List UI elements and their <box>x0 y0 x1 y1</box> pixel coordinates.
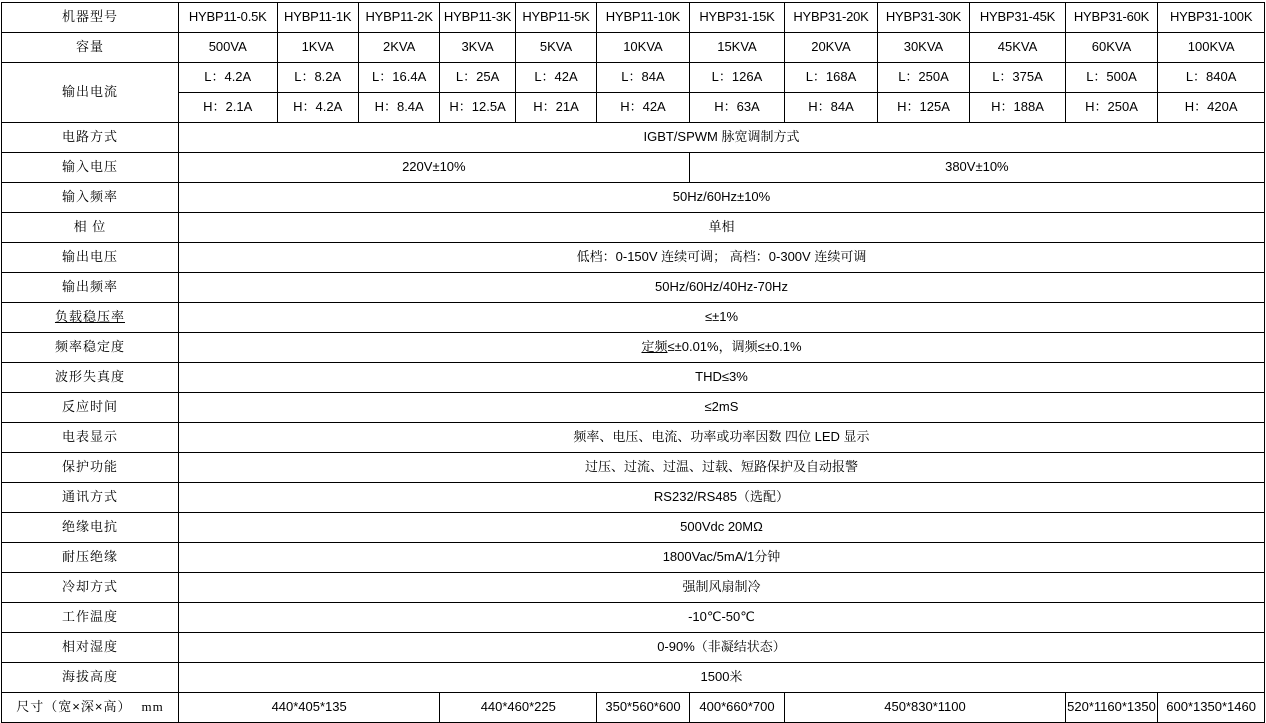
row-label-protection: 保护功能 <box>2 453 179 483</box>
row-label-capacity: 容量 <box>2 33 179 63</box>
row-label-dimensions <box>2 693 179 723</box>
capacity-cell: 1KVA <box>277 33 358 63</box>
model-cell: HYBP31-15K <box>689 3 785 33</box>
row-label-altitude: 海拔高度 <box>2 663 179 693</box>
row-label-response-time: 反应时间 <box>2 393 179 423</box>
phase-value: 单相 <box>178 213 1264 243</box>
row-label-output-frequency: 输出频率 <box>2 273 179 303</box>
current-low-cell: L：250A <box>877 63 970 93</box>
row-label-model: 机器型号 <box>2 3 179 33</box>
output-voltage-value: 低档：0-150V 连续可调； 高档：0-300V 连续可调 <box>178 243 1264 273</box>
table-body <box>2 3 1265 723</box>
model-cell: HYBP31-100K <box>1158 3 1265 33</box>
table-row <box>2 3 1265 33</box>
current-high-cell: H：63A <box>689 93 785 123</box>
load-regulation-value: ≤±1% <box>178 303 1264 333</box>
table-row <box>2 633 1265 663</box>
communication-value: RS232/RS485（选配） <box>178 483 1264 513</box>
table-row <box>2 603 1265 633</box>
table-row <box>2 483 1265 513</box>
current-high-cell: H：8.4A <box>358 93 439 123</box>
insulation-resistance-value: 500Vdc 20MΩ <box>178 513 1264 543</box>
table-row <box>2 303 1265 333</box>
dimension-cell: 450*830*1100 <box>785 693 1066 723</box>
table-row <box>2 153 1265 183</box>
relative-humidity-value: 0-90%（非凝结状态） <box>178 633 1264 663</box>
dimension-cell: 440*405*135 <box>178 693 439 723</box>
row-label-load-regulation-text: 负载稳压率 <box>54 309 125 325</box>
output-frequency-value: 50Hz/60Hz/40Hz-70Hz <box>178 273 1264 303</box>
table-row <box>2 93 1265 123</box>
input-voltage-single-phase: 220V±10% <box>178 153 689 183</box>
current-low-cell: L：840A <box>1158 63 1265 93</box>
specification-table <box>1 2 1265 723</box>
current-low-cell: L：500A <box>1065 63 1158 93</box>
current-high-cell: H：21A <box>515 93 596 123</box>
row-label-relative-humidity: 相对湿度 <box>2 633 179 663</box>
capacity-cell: 10KVA <box>597 33 690 63</box>
current-low-cell: L：42A <box>515 63 596 93</box>
spec-sheet <box>0 2 1266 715</box>
meter-display-value: 频率、电压、电流、功率或功率因数 四位 LED 显示 <box>178 423 1264 453</box>
row-label-output-current: 输出电流 <box>2 63 179 123</box>
row-label-withstand-voltage: 耐压绝缘 <box>2 543 179 573</box>
table-row <box>2 663 1265 693</box>
row-label-meter-display: 电表显示 <box>2 423 179 453</box>
table-row <box>2 33 1265 63</box>
capacity-cell: 30KVA <box>877 33 970 63</box>
current-high-cell: H：125A <box>877 93 970 123</box>
withstand-voltage-value: 1800Vac/5mA/1分钟 <box>178 543 1264 573</box>
current-low-cell: L：126A <box>689 63 785 93</box>
row-label-waveform-distortion: 波形失真度 <box>2 363 179 393</box>
capacity-cell: 20KVA <box>785 33 878 63</box>
current-high-cell: H：12.5A <box>440 93 515 123</box>
current-high-cell: H：250A <box>1065 93 1158 123</box>
current-low-cell: L：375A <box>970 63 1066 93</box>
table-row <box>2 573 1265 603</box>
capacity-cell: 500VA <box>178 33 277 63</box>
table-row <box>2 123 1265 153</box>
dimension-cell: 400*660*700 <box>689 693 785 723</box>
table-row <box>2 333 1265 363</box>
model-cell: HYBP11-2K <box>358 3 439 33</box>
capacity-cell: 45KVA <box>970 33 1066 63</box>
current-low-cell: L：84A <box>597 63 690 93</box>
current-high-cell: H：4.2A <box>277 93 358 123</box>
frequency-stability-value: 定频≤±0.01%，调频≤±0.1% <box>178 333 1264 363</box>
table-row <box>2 423 1265 453</box>
current-high-cell: H：42A <box>597 93 690 123</box>
table-row <box>2 363 1265 393</box>
input-frequency-value: 50Hz/60Hz±10% <box>178 183 1264 213</box>
row-label-insulation-resistance: 绝缘电抗 <box>2 513 179 543</box>
row-label-circuit-type: 电路方式 <box>2 123 179 153</box>
model-cell: HYBP11-10K <box>597 3 690 33</box>
current-low-cell: L：4.2A <box>178 63 277 93</box>
current-high-cell: H：2.1A <box>178 93 277 123</box>
table-row <box>2 453 1265 483</box>
row-label-output-voltage: 输出电压 <box>2 243 179 273</box>
capacity-cell: 2KVA <box>358 33 439 63</box>
input-voltage-three-phase: 380V±10% <box>689 153 1264 183</box>
dimensions-label-text: 尺寸（宽×深×高） <box>16 699 132 715</box>
row-label-cooling: 冷却方式 <box>2 573 179 603</box>
current-low-cell: L：168A <box>785 63 878 93</box>
capacity-cell: 3KVA <box>440 33 515 63</box>
row-label-operating-temperature: 工作温度 <box>2 603 179 633</box>
protection-value: 过压、过流、过温、过载、短路保护及自动报警 <box>178 453 1264 483</box>
response-time-value: ≤2mS <box>178 393 1264 423</box>
dimension-cell: 350*560*600 <box>597 693 690 723</box>
altitude-value: 1500米 <box>178 663 1264 693</box>
dimension-cell: 600*1350*1460 <box>1158 693 1265 723</box>
row-label-frequency-stability: 频率稳定度 <box>2 333 179 363</box>
row-label-input-frequency: 输入频率 <box>2 183 179 213</box>
model-cell: HYBP11-3K <box>440 3 515 33</box>
model-cell: HYBP31-30K <box>877 3 970 33</box>
operating-temperature-value: -10℃-50℃ <box>178 603 1264 633</box>
model-cell: HYBP31-45K <box>970 3 1066 33</box>
model-cell: HYBP11-5K <box>515 3 596 33</box>
dimension-cell: 520*1160*1350 <box>1065 693 1158 723</box>
current-high-cell: H：84A <box>785 93 878 123</box>
model-cell: HYBP31-20K <box>785 3 878 33</box>
capacity-cell: 5KVA <box>515 33 596 63</box>
table-row <box>2 543 1265 573</box>
table-row <box>2 243 1265 273</box>
circuit-type-value: IGBT/SPWM 脉宽调制方式 <box>178 123 1264 153</box>
capacity-cell: 15KVA <box>689 33 785 63</box>
model-cell: HYBP11-1K <box>277 3 358 33</box>
row-label-load-regulation <box>2 303 179 333</box>
dimensions-unit: mm <box>141 699 164 715</box>
waveform-distortion-value: THD≤3% <box>178 363 1264 393</box>
table-row <box>2 63 1265 93</box>
current-low-cell: L：16.4A <box>358 63 439 93</box>
table-row <box>2 183 1265 213</box>
table-row <box>2 693 1265 723</box>
current-high-cell: H：420A <box>1158 93 1265 123</box>
row-label-communication: 通讯方式 <box>2 483 179 513</box>
current-low-cell: L：8.2A <box>277 63 358 93</box>
table-row <box>2 513 1265 543</box>
table-row <box>2 213 1265 243</box>
current-high-cell: H：188A <box>970 93 1066 123</box>
row-label-input-voltage: 输入电压 <box>2 153 179 183</box>
table-row <box>2 273 1265 303</box>
model-cell: HYBP11-0.5K <box>178 3 277 33</box>
cooling-value: 强制风扇制冷 <box>178 573 1264 603</box>
row-label-phase: 相 位 <box>2 213 179 243</box>
current-low-cell: L：25A <box>440 63 515 93</box>
dimension-cell: 440*460*225 <box>440 693 597 723</box>
model-cell: HYBP31-60K <box>1065 3 1158 33</box>
table-row <box>2 393 1265 423</box>
capacity-cell: 100KVA <box>1158 33 1265 63</box>
capacity-cell: 60KVA <box>1065 33 1158 63</box>
